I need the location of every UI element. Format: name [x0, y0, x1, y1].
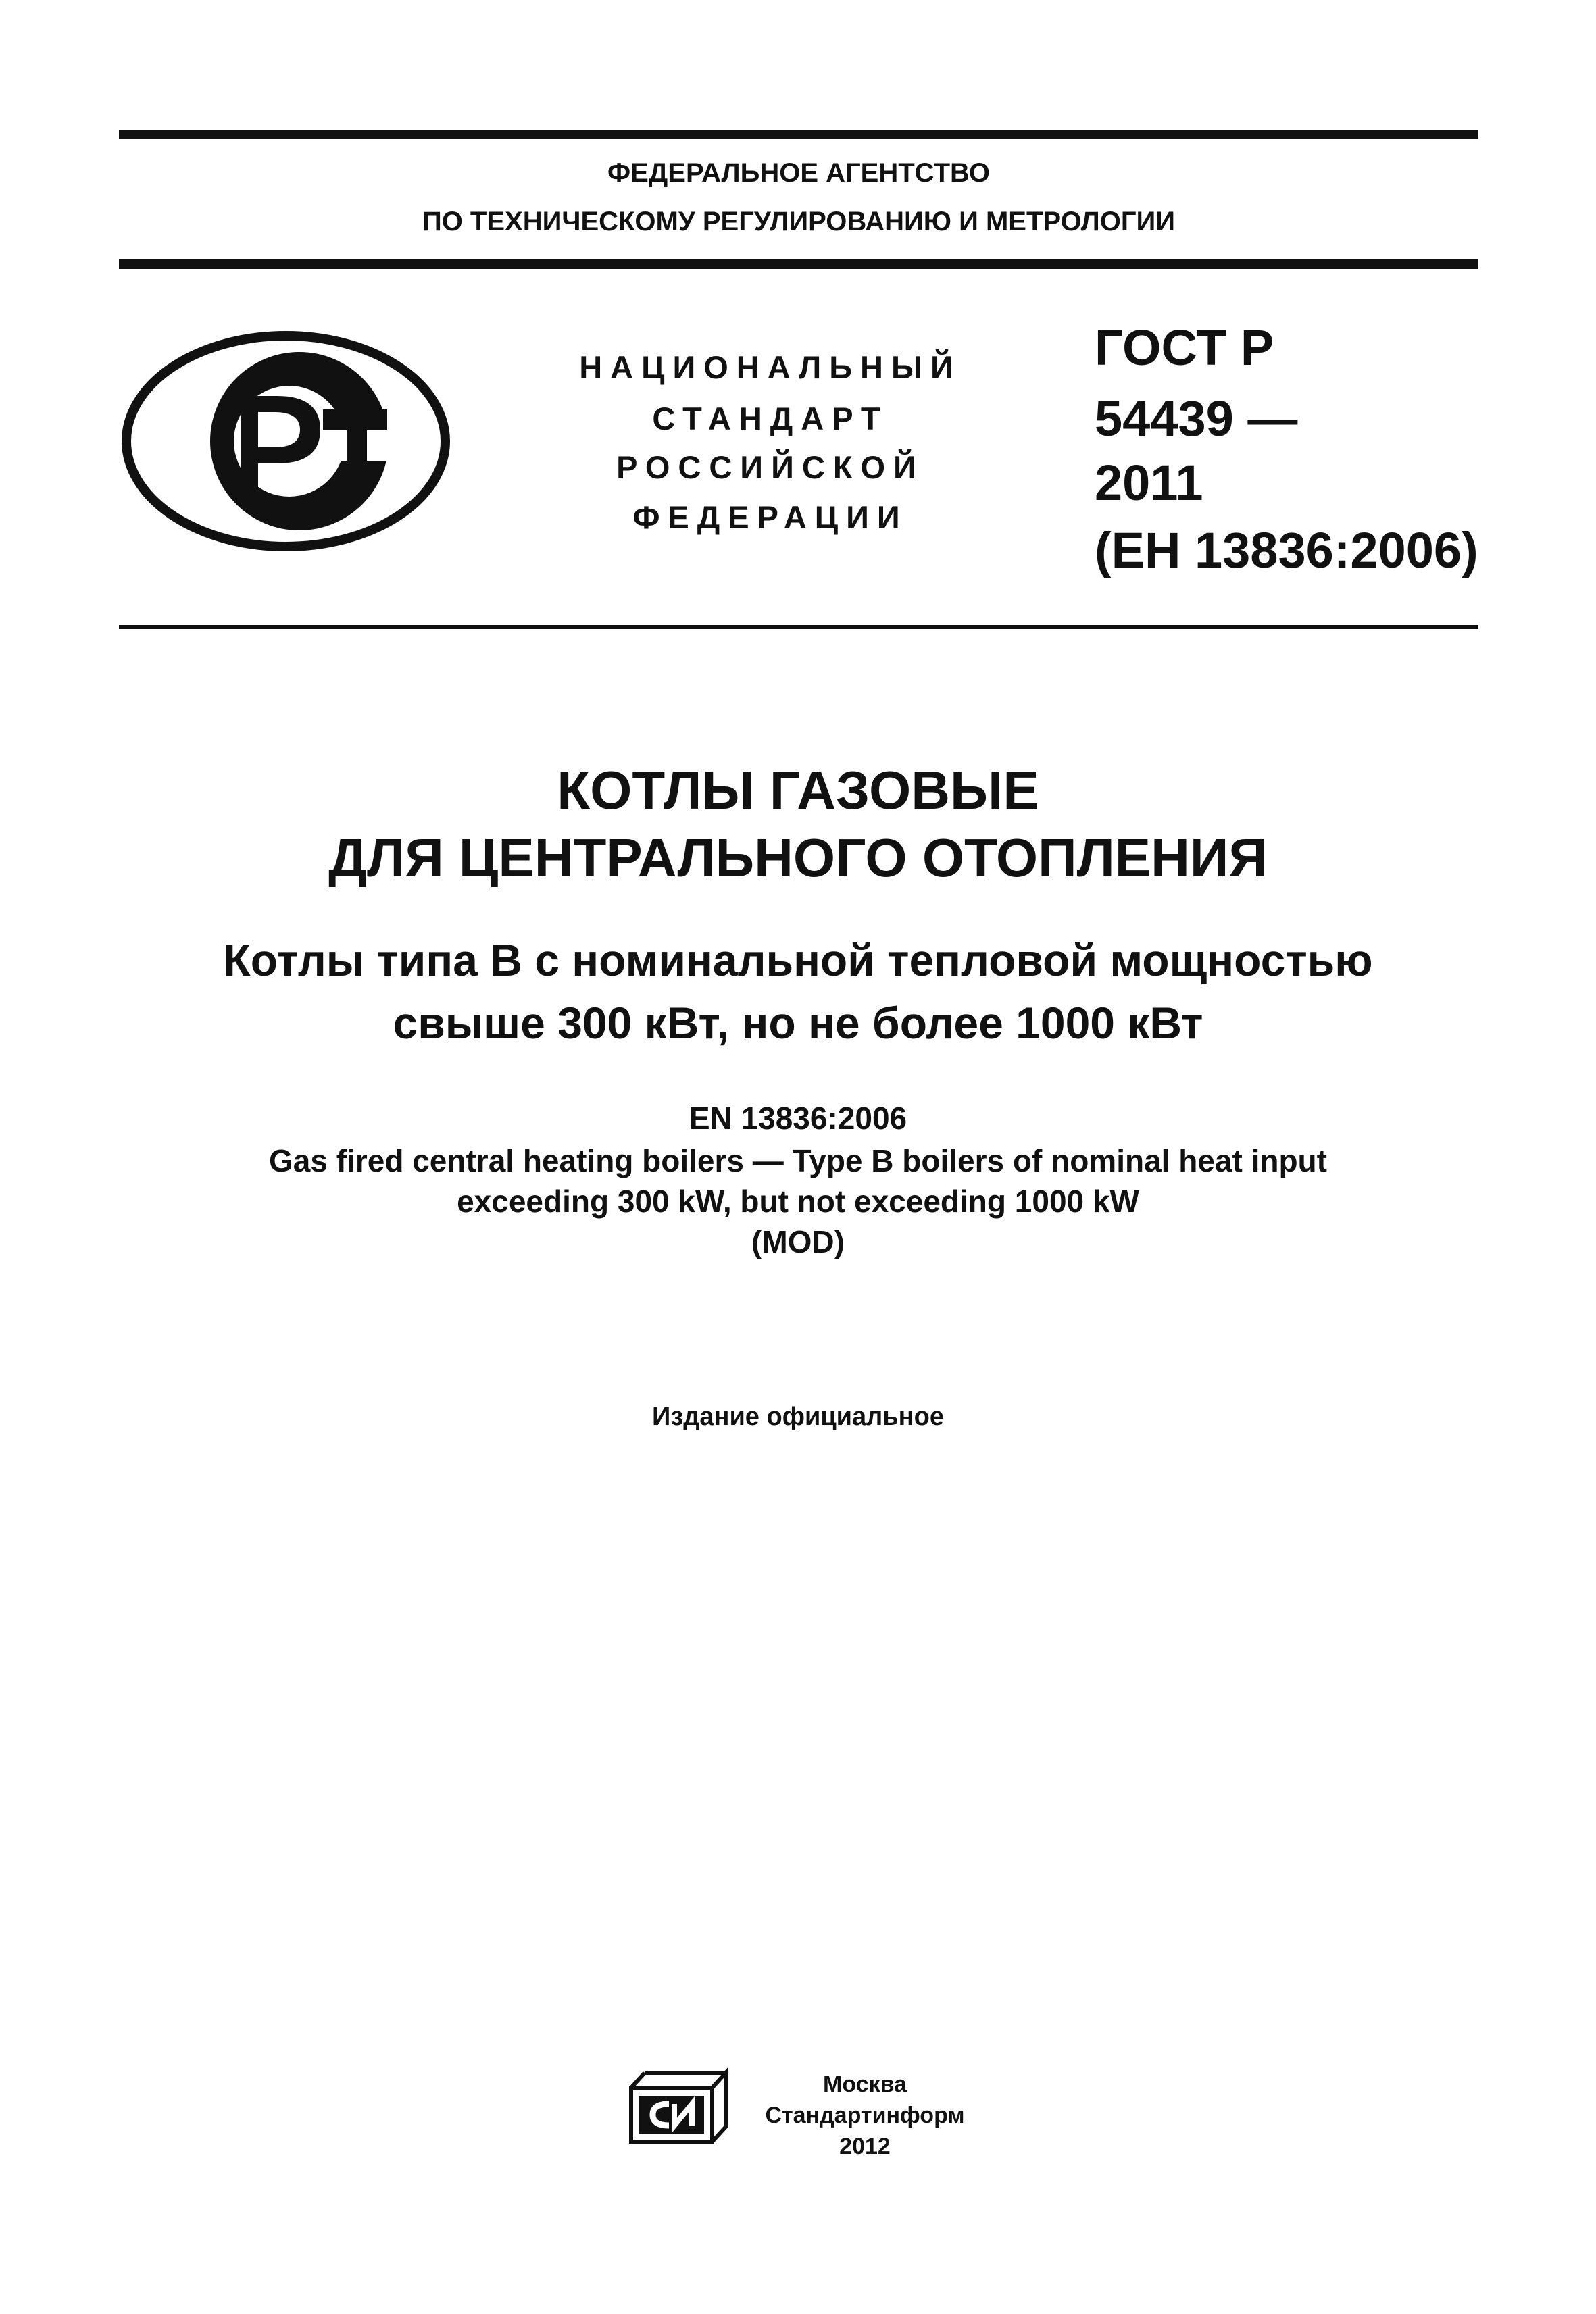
en-title-line-1: Gas fired central heating boilers — Type B boilers of nominal heat input [269, 1143, 1327, 1178]
divider-rule [119, 625, 1478, 629]
national-standard-line-3: РОССИЙСКОЙ [616, 449, 924, 485]
gost-designation-line-4: (ЕН 13836:2006) [1095, 522, 1478, 578]
gost-designation-line-1: ГОСТ Р [1095, 320, 1274, 376]
standartinform-logo-icon [627, 2067, 728, 2148]
edition-note: Издание официальное [652, 1403, 944, 1431]
national-standard-line-2: СТАНДАРТ [652, 401, 889, 436]
rst-mark-icon [120, 330, 451, 553]
imprint-year: 2012 [839, 2134, 891, 2159]
en-mod: (MOD) [751, 1224, 845, 1259]
en-code: EN 13836:2006 [689, 1101, 907, 1136]
imprint-publisher: Стандартинформ [765, 2103, 965, 2128]
header-rule [119, 259, 1478, 269]
national-standard-line-1: НАЦИОНАЛЬНЫЙ [579, 349, 962, 385]
top-rule [119, 130, 1478, 139]
title-line-2: ДЛЯ ЦЕНТРАЛЬНОГО ОТОПЛЕНИЯ [328, 828, 1268, 888]
gost-designation-line-3: 2011 [1095, 455, 1203, 511]
agency-line-1: ФЕДЕРАЛЬНОЕ АГЕНТСТВО [607, 158, 991, 188]
title-line-1: КОТЛЫ ГАЗОВЫЕ [557, 760, 1039, 820]
national-standard-line-4: ФЕДЕРАЦИИ [632, 499, 908, 535]
subtitle-line-2: свыше 300 кВт, но не более 1000 кВт [393, 998, 1203, 1048]
imprint-city: Москва [823, 2071, 907, 2097]
gost-designation-line-2: 54439 — [1095, 391, 1298, 447]
en-title-line-2: exceeding 300 kW, but not exceeding 1000 kW [457, 1184, 1139, 1219]
agency-line-2: ПО ТЕХНИЧЕСКОМУ РЕГУЛИРОВАНИЮ И МЕТРОЛОГИИ [422, 207, 1176, 236]
subtitle-line-1: Котлы типа В с номинальной тепловой мощностью [223, 935, 1373, 985]
